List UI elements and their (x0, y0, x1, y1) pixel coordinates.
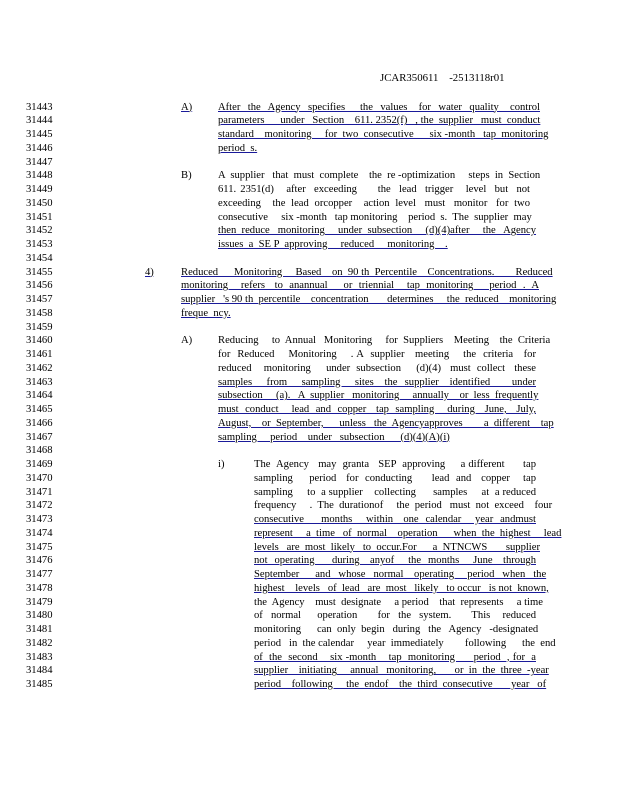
text-line: the Agency must designate a period that represents a time (254, 596, 543, 608)
line-number: 31474 (26, 527, 53, 539)
text-line: highest levels of lead are most likely to occur is not known, (254, 582, 549, 594)
line-number: 31471 (26, 486, 53, 498)
line-number: 31443 (26, 101, 53, 113)
line-number: 31462 (26, 362, 53, 374)
text-line: sampling period for conducting lead and copper tap (254, 472, 536, 484)
text-line: A supplier that must complete the re -optimization steps in Section (218, 170, 541, 182)
line-number: 31459 (26, 321, 53, 333)
line-number: 31466 (26, 417, 53, 429)
line-number: 31473 (26, 514, 53, 525)
text-line: consecutive months within one calendar year andmust (254, 514, 536, 525)
line-number: 31469 (26, 459, 53, 470)
text-line: freque ncy. (181, 307, 231, 319)
line-number: 31455 (26, 266, 53, 278)
line-number: 31451 (26, 211, 53, 223)
line-number: 31470 (26, 472, 53, 484)
line-number: 31453 (26, 239, 53, 250)
paragraph-label: B) (181, 170, 192, 182)
line-number: 31485 (26, 679, 53, 690)
line-number: 31465 (26, 404, 53, 415)
text-line: After the Agency specifies the values for water quality control (218, 101, 540, 113)
text-line: not operating during anyof the months June through (254, 555, 536, 567)
text-line: supplier initiating annual monitoring, or in the three -year (254, 665, 549, 677)
line-number: 31457 (26, 294, 53, 305)
document-header: JCAR350611 -2513118r01 (380, 72, 505, 84)
line-number: 31479 (26, 596, 53, 608)
line-number: 31447 (26, 156, 53, 168)
line-number: 31482 (26, 637, 53, 649)
text-line: frequency . The durationof the period must not exceed four (254, 500, 553, 512)
text-line: monitoring can only begin during the Agency -designated (254, 624, 539, 635)
line-number: 31454 (26, 252, 53, 264)
line-number: 31477 (26, 569, 53, 580)
text-line: samples from sampling sites the supplier identified under (218, 376, 536, 388)
text-line: standard monitoring for two consecutive six -month tap monitoring (218, 129, 549, 140)
text-line: monitoring refers to anannual or triennial tap monitoring period . A (181, 280, 539, 292)
line-number: 31460 (26, 335, 53, 347)
line-number: 31467 (26, 431, 53, 443)
text-line: 611. 2351(d) after exceeding the lead trigger level but not (218, 184, 530, 195)
text-line: represent a time of normal operation when the highest lead (254, 527, 562, 539)
text-line: must conduct lead and copper tap sampling during June, July, (218, 404, 536, 415)
line-number: 31445 (26, 129, 53, 140)
line-number: 31458 (26, 307, 53, 319)
text-line: Reducing to Annual Monitoring for Suppliers Meeting the Criteria (218, 335, 551, 347)
line-number: 31446 (26, 142, 53, 154)
text-line: then reduce monitoring under subsection (d)(4)after the Agency (218, 225, 537, 237)
text-line: reduced monitoring under subsection (d)(4) must collect these (218, 362, 536, 374)
paragraph-label: A) (181, 335, 193, 347)
line-number: 31478 (26, 582, 53, 594)
line-number: 31484 (26, 665, 53, 677)
text-line: August, or September, unless the Agencyapproves a different tap (218, 417, 554, 429)
text-line: sampling period under subsection (d)(4)(A)(i) (218, 431, 450, 443)
text-line: Reduced Monitoring Based on 90 th Percentile Concentrations. Reduced (181, 266, 553, 278)
line-number: 31456 (26, 280, 53, 292)
paragraph-label: 4) (145, 266, 154, 278)
text-line: period following the endof the third consecutive year of (254, 679, 547, 690)
text-line: of normal operation for the system. This reduced (254, 610, 536, 622)
line-number: 31448 (26, 170, 53, 182)
line-number: 31483 (26, 651, 53, 663)
text-line: exceeding the lead orcopper action level must monitor for two (218, 197, 530, 209)
line-number: 31450 (26, 197, 53, 209)
text-line: levels are most likely to occur.For a NTNCWS supplier (254, 541, 540, 553)
text-line: of the second six -month tap monitoring period , for a (254, 651, 536, 663)
text-line: The Agency may granta SEP approving a different tap (254, 459, 536, 470)
line-number: 31452 (26, 225, 53, 237)
paragraph-label: i) (218, 459, 225, 470)
text-line: sampling to a supplier collecting samples at a reduced (254, 486, 536, 498)
text-line: subsection (a). A supplier monitoring annually or less frequently (218, 390, 539, 402)
line-number: 31464 (26, 390, 53, 402)
line-number: 31476 (26, 555, 53, 567)
text-line: for Reduced Monitoring . A supplier meeting the criteria for (218, 349, 536, 360)
line-number: 31449 (26, 184, 53, 195)
line-number: 31444 (26, 115, 53, 127)
text-line: period s. (218, 142, 258, 154)
line-number: 31463 (26, 376, 53, 388)
line-number: 31472 (26, 500, 53, 512)
line-number: 31468 (26, 445, 53, 457)
text-line: supplier 's 90 th percentile concentration determines the reduced monitoring (181, 294, 557, 305)
text-line: period in the calendar year immediately following the end (254, 637, 556, 649)
text-line: parameters under Section 611. 2352(f) , the supplier must conduct (218, 115, 541, 127)
text-line: September and whose normal operating period when the (254, 569, 547, 580)
text-line: consecutive six -month tap monitoring period s. The supplier may (218, 211, 532, 223)
line-number: 31461 (26, 349, 53, 360)
paragraph-label: A) (181, 101, 193, 113)
text-line: issues a SE P approving reduced monitoring . (218, 239, 448, 250)
line-number: 31480 (26, 610, 53, 622)
line-number: 31475 (26, 541, 53, 553)
line-number: 31481 (26, 624, 53, 635)
